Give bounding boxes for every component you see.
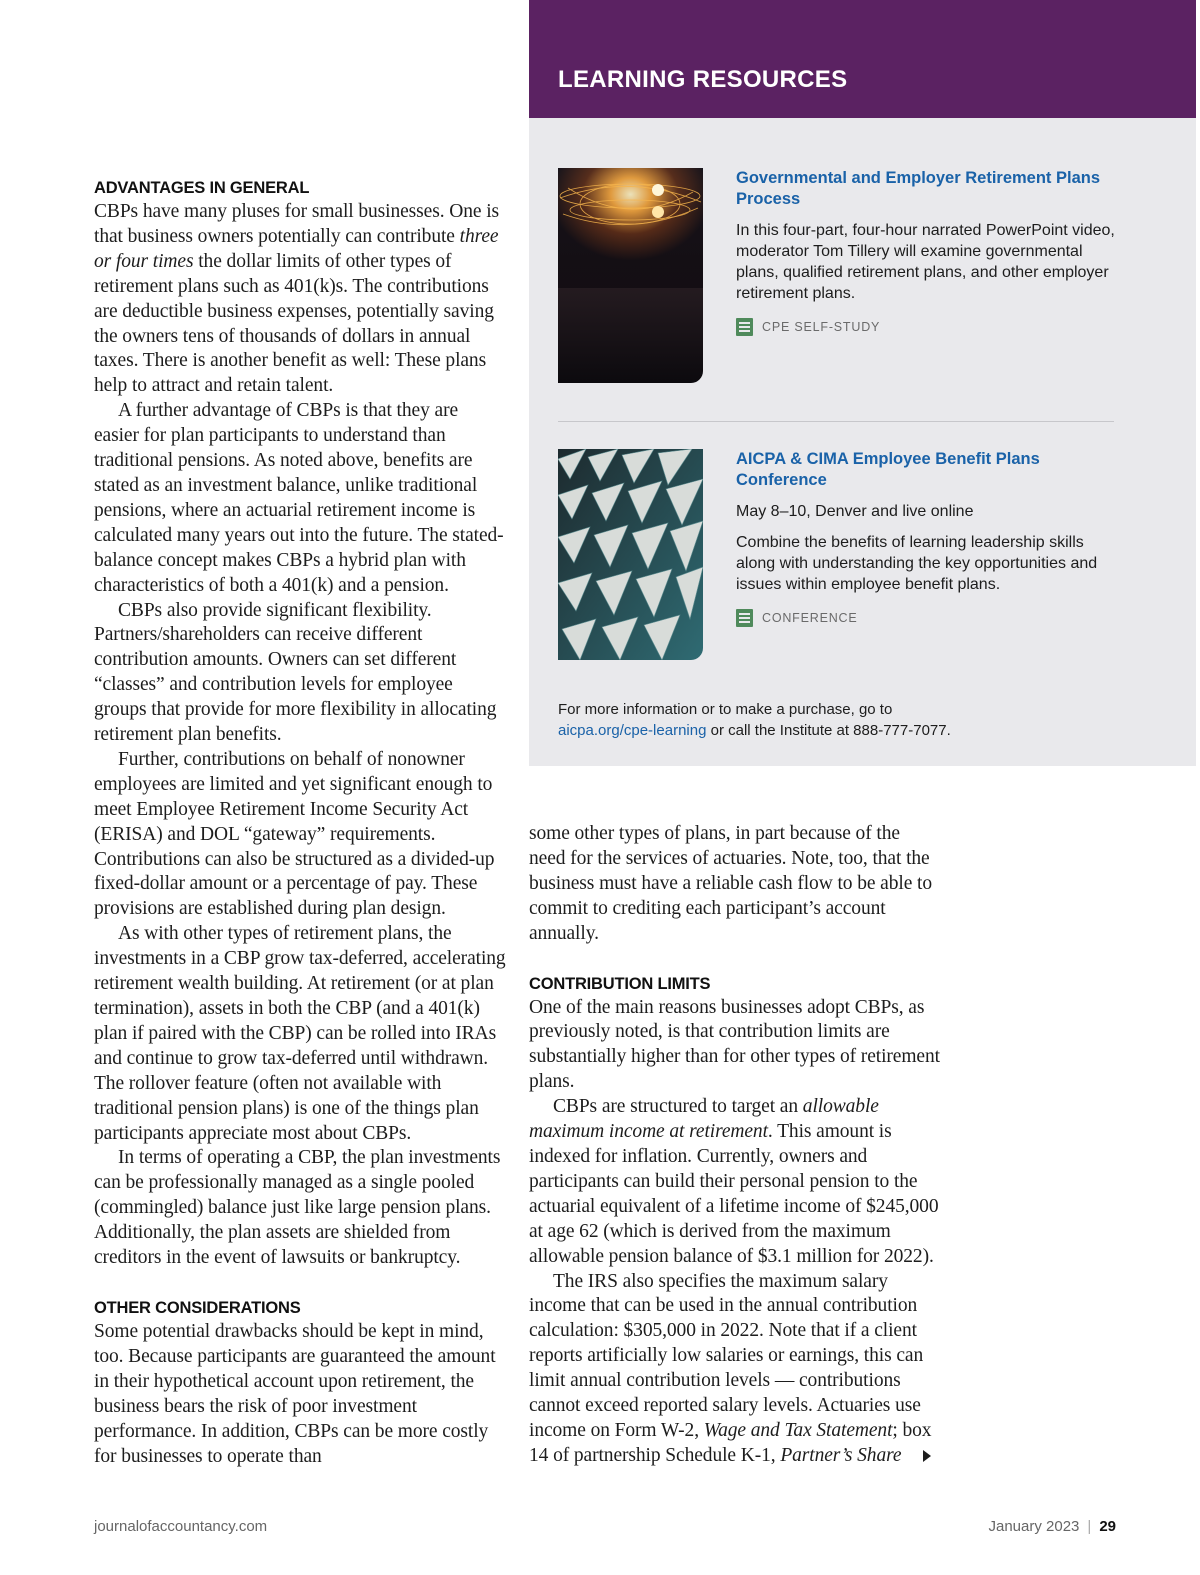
resource-title[interactable]: Governmental and Employer Retirement Plans Process [736,169,1101,208]
resource-thumbnail-architecture [558,449,703,660]
footer-site: journalofaccountancy.com [94,1518,268,1535]
resource-title[interactable]: AICPA & CIMA Employee Benefit Plans Conference [736,450,1040,489]
paragraph: The IRS also specifies the maximum salary income that can be used in the annual contribution calculation: $305,000 in 2022. Note that if a client reports artificially low salaries or earnings, this can limit annual contribution levels — contributions cannot exceed reported salary levels. Actuaries use income on Form W-2, Wage and Tax Statement; box 14 of partnership Schedule K-1, Partner’s Share [529,1270,932,1466]
page-number: 29 [1099,1518,1116,1535]
resource-info [736,168,1116,336]
resource-thumbnail-light-trails [558,168,703,383]
paragraph: One of the main reasons businesses adopt CBPs, as previously noted, is that contribution limits are substantially higher than for other types of retirement plans. [529,996,940,1093]
sidebar-title: LEARNING RESOURCES [558,66,848,93]
paragraph: CBPs also provide significant flexibility. Partners/shareholders can receive different contribution amounts. Owners can set different “classes” and contribution levels for employee groups that provide for more flexibility in allocating retirement plan benefits. [94,599,497,746]
sidebar-footer-text: For more information or to make a purchase, go to [558,701,893,718]
resource-tag [736,609,1116,627]
resource-item[interactable] [558,168,1114,384]
section-heading-contribution-limits: CONTRIBUTION LIMITS [529,974,711,993]
resource-description: In this four-part, four-hour narrated PowerPoint video, moderator Tom Tillery will examine governmental plans, qualified retirement plans, and other employer retirement plans. [736,222,1115,302]
paragraph: As with other types of retirement plans, the investments in a CBP grow tax-deferred, accelerating retirement wealth building. At retirement (or at plan termination), assets in both the CBP (and a 401(k) plan if paired with the CBP) can be rolled into IRAs and continue to grow tax-deferred until withdrawn. The rollover feature (often not available with traditional pension plans) is one of the things plan participants appreciate most about CBPs. [94,923,506,1144]
learning-resources-sidebar [529,0,1196,766]
section-heading-other-considerations: OTHER CONSIDERATIONS [94,1298,301,1317]
paragraph: CBPs are structured to target an allowable maximum income at retirement. This amount is indexed for inflation. Currently, owners and participants can build their personal pension to the actuarial equivalent of a lifetime income of $245,000 at age 62 (which is derived from the maximum allowable pension balance of $3.1 million for 2022). [529,1096,939,1267]
sidebar-footer [558,699,1158,741]
document-icon [736,609,753,627]
paragraph: Further, contributions on behalf of nonowner employees are limited and yet significant enough to meet Employee Retirement Income Security Act (ERISA) and DOL “gateway” requirements. Contributions can also be structured as a divided-up fixed-dollar amount or a percentage of pay. These provisions are established during plan design. [94,748,495,920]
resource-date: May 8–10, Denver and live online [736,503,974,520]
resource-info [736,449,1116,627]
paragraph: some other types of plans, in part because of the need for the services of actuaries. Note, too, that the business must have a reliable cash flow to be able to commit to crediting each participant’s account annually. [529,823,933,944]
section-heading-advantages: ADVANTAGES IN GENERAL [94,179,310,197]
paragraph: In terms of operating a CBP, the plan investments can be professionally managed as a single pooled (commingled) balance just like large pension plans. Additionally, the plan assets are shielded from creditors in the event of lawsuits or bankruptcy. [94,1147,501,1269]
cpe-learning-link[interactable]: aicpa.org/cpe-learning [558,722,707,739]
paragraph: A further advantage of CBPs is that they are easier for plan participants to understand than traditional pensions. As noted above, benefits are stated as an investment balance, unlike traditional pensions, where an actuarial retirement income is calculated many years out into the future. The stated-balance concept makes CBPs a hybrid plan with characteristics of both a 401(k) and a pension. [94,400,504,596]
sidebar-footer-tail: or call the Institute at 888-777-7077. [706,722,951,739]
document-icon [736,318,753,336]
continue-arrow-icon [923,1450,931,1462]
page-footer [94,1518,1116,1538]
paragraph: CBPs have many pluses for small businesses. One is that business owners potentially can contribute three or four times the dollar limits of other types of retirement plans such as 401(k)s. The contributions are deductible business expenses, potentially saving the owners tens of thousands of dollars in annual taxes. There is another benefit as well: These plans help to attract and retain talent. [94,201,500,397]
resource-tag-label: CPE SELF-STUDY [762,320,881,334]
footer-date-page [989,1518,1117,1535]
resource-tag [736,318,1116,336]
resource-description: Combine the benefits of learning leadership skills along with understanding the key opportunities and issues within employee benefit plans. [736,534,1098,593]
resource-tag-label: CONFERENCE [762,611,858,625]
footer-separator: | [1087,1518,1092,1535]
resource-item[interactable] [558,449,1114,661]
paragraph: Some potential drawbacks should be kept in mind, too. Because participants are guaranteed the amount in their hypothetical account upon retirement, the business bears the risk of poor investment performance. In addition, CBPs can be more costly for businesses to operate than [94,1320,496,1467]
article-left-column [94,176,506,1469]
divider [558,421,1114,422]
footer-date: January 2023 [988,1518,1080,1535]
article-right-column [529,822,941,1469]
sidebar-header [529,0,1196,118]
